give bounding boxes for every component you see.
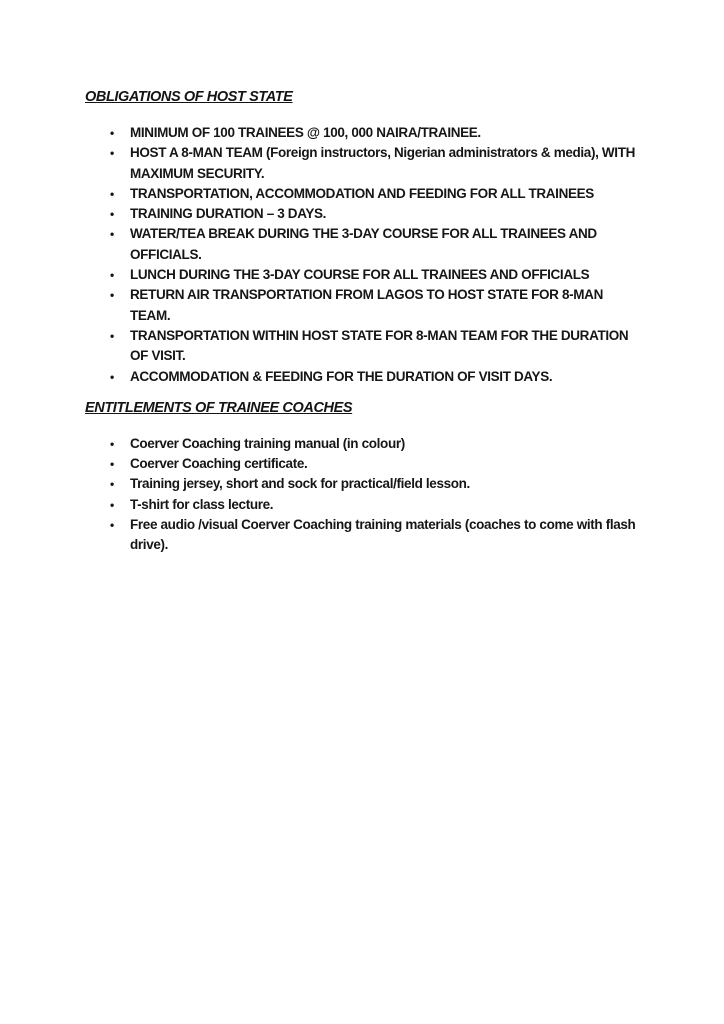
bullet-icon: •: [110, 288, 114, 303]
list-item: [85, 326, 654, 367]
list-item-text: TRAINING DURATION – 3 DAYS.: [130, 206, 327, 222]
list-item: [85, 495, 654, 515]
bullet-icon: •: [110, 227, 114, 242]
list-item-text: HOST A 8-MAN TEAM (Foreign instructors, Nigerian administrators & media), WITH MAXIMUM SECURITY.: [130, 145, 635, 181]
bullet-icon: •: [110, 186, 114, 201]
section-obligations: [85, 88, 654, 387]
bullet-icon: •: [110, 268, 114, 283]
list-item-text: RETURN AIR TRANSPORTATION FROM LAGOS TO HOST STATE FOR 8-MAN TEAM.: [130, 287, 603, 323]
list-item: [85, 367, 654, 387]
list-item-text: Training jersey, short and sock for practical/field lesson.: [130, 476, 470, 492]
list-item-text: T-shirt for class lecture.: [130, 496, 274, 512]
list-item: [85, 265, 654, 285]
list-item: [85, 474, 654, 494]
bullet-icon: •: [110, 477, 114, 492]
obligations-bullet-list: [85, 123, 654, 387]
list-item: [85, 184, 654, 204]
bullet-icon: •: [110, 436, 114, 451]
bullet-icon: •: [110, 146, 114, 161]
list-item: [85, 515, 654, 556]
list-item-text: TRANSPORTATION WITHIN HOST STATE FOR 8-MAN TEAM FOR THE DURATION OF VISIT.: [130, 327, 629, 364]
list-item-text: TRANSPORTATION, ACCOMMODATION AND FEEDING FOR ALL TRAINEES: [130, 185, 594, 201]
list-item-text: MINIMUM OF 100 TRAINEES @ 100, 000 NAIRA/TRAINEE.: [130, 125, 481, 140]
bullet-icon: •: [110, 207, 114, 222]
list-item-text: Coerver Coaching training manual (in colour): [130, 435, 405, 451]
bullet-icon: •: [110, 126, 114, 140]
list-item: [85, 285, 654, 326]
list-item: [85, 224, 654, 265]
bullet-icon: •: [110, 497, 114, 512]
list-item-text: Coerver Coaching certificate.: [130, 456, 308, 472]
bullet-icon: •: [110, 369, 114, 384]
section-heading-entitlements: ENTITLEMENTS OF TRAINEE COACHES: [85, 399, 353, 416]
section-entitlements: [85, 399, 654, 556]
list-item: [85, 434, 654, 454]
bullet-icon: •: [110, 328, 114, 343]
list-item-text: WATER/TEA BREAK DURING THE 3-DAY COURSE FOR ALL TRAINEES AND OFFICIALS.: [130, 226, 597, 262]
list-item-text: LUNCH DURING THE 3-DAY COURSE FOR ALL TRAINEES AND OFFICIALS: [130, 267, 590, 283]
bullet-icon: •: [110, 518, 114, 533]
list-item: [85, 123, 654, 143]
list-item: [85, 143, 654, 184]
section-heading-obligations: OBLIGATIONS OF HOST STATE: [85, 89, 293, 105]
list-item-text: Free audio /visual Coerver Coaching training materials (coaches to come with flash drive).: [130, 517, 636, 553]
entitlements-bullet-list: [85, 434, 654, 556]
bullet-icon: •: [110, 457, 114, 472]
list-item: [85, 454, 654, 474]
list-item-text: ACCOMMODATION & FEEDING FOR THE DURATION OF VISIT DAYS.: [130, 368, 553, 384]
list-item: [85, 204, 654, 224]
